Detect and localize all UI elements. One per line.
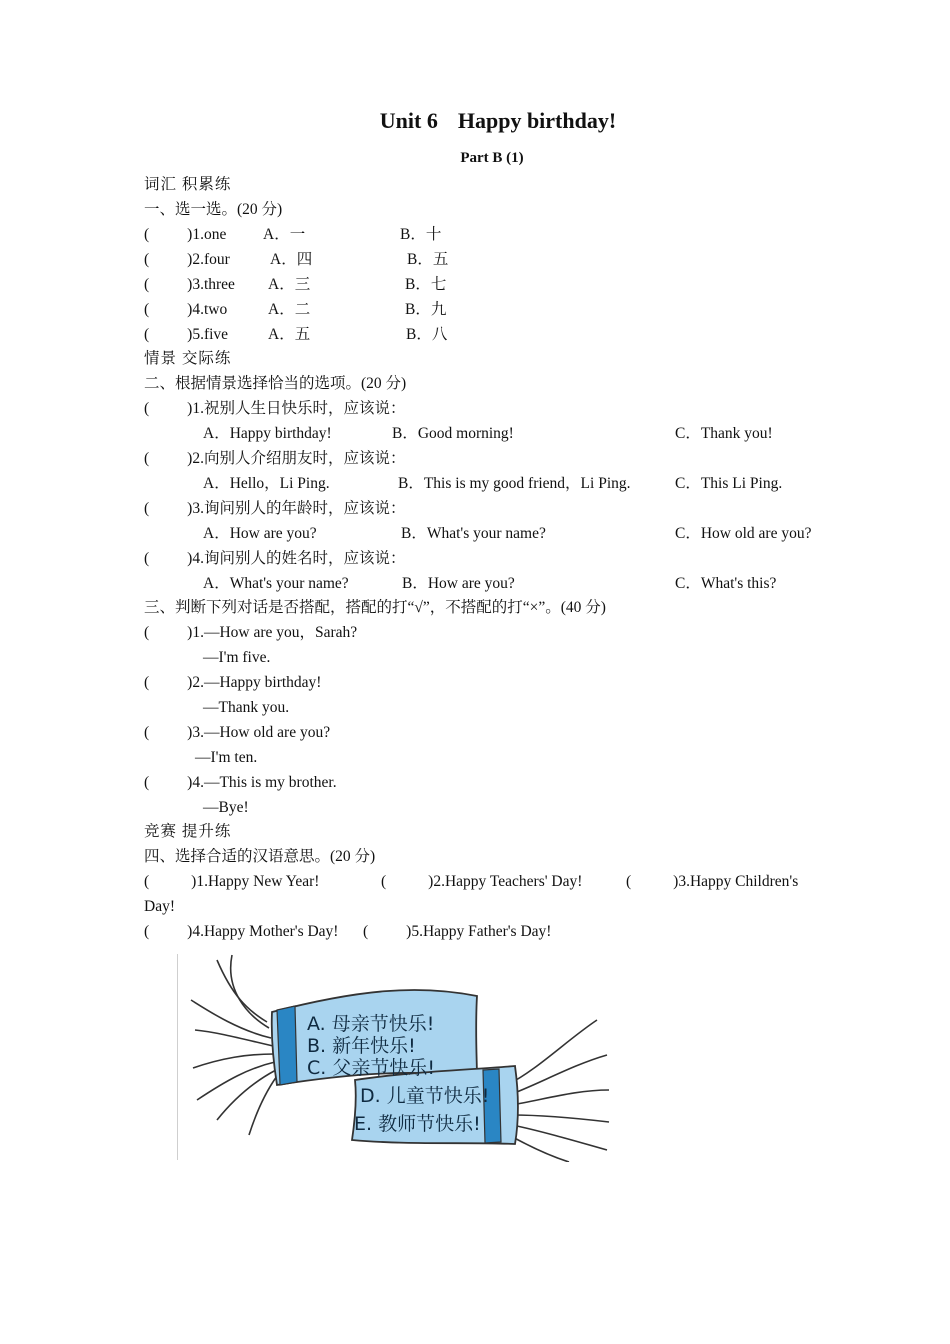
s4-item-3: ( )3.Happy Children's [626, 873, 799, 890]
scarf-label-e: E. 教师节快乐! [354, 1113, 481, 1135]
section-3-heading: 三、判断下列对话是否搭配，搭配的打“√”，不搭配的打“×”。(40 分) [144, 599, 606, 616]
s3-item-3-reply: —I'm ten. [195, 749, 258, 766]
s2-item-3-option-c: C．How old are you? [675, 525, 812, 542]
scarf-label-a: A. 母亲节快乐! [307, 1013, 435, 1035]
scarf-upper-stripe [277, 1006, 297, 1085]
s2-item-1-option-a: A．Happy birthday! [203, 425, 332, 442]
s1-item-3: ( )3.three [144, 276, 235, 293]
scarf-illustration [177, 950, 613, 1162]
s2-item-2-option-c: C．This Li Ping. [675, 475, 783, 492]
s2-item-3: ( )3.询问别人的年龄时，应该说： [144, 500, 406, 517]
page-subtitle: Part B (1) [460, 150, 524, 166]
s4-item-2: ( )2.Happy Teachers' Day! [381, 873, 583, 890]
s3-item-4: ( )4.—This is my brother. [144, 774, 337, 791]
s2-item-1-option-b: B．Good morning! [392, 425, 514, 442]
scarf-label-b: B. 新年快乐! [307, 1035, 416, 1057]
s1-item-1-option-a: A．一 [263, 226, 306, 243]
s3-item-4-reply: —Bye! [203, 799, 249, 816]
s2-item-3-option-a: A．How are you? [203, 525, 317, 542]
s1-item-1: ( )1.one [144, 226, 227, 243]
unit-name: Happy birthday! [457, 108, 617, 133]
section-2-heading: 二、根据情景选择恰当的选项。(20 分) [144, 375, 407, 392]
s2-item-2-option-a: A．Hello，Li Ping. [203, 475, 330, 492]
section-1-heading: 一、选一选。(20 分) [144, 201, 283, 218]
s1-item-2: ( )2.four [144, 251, 230, 268]
s1-item-4: ( )4.two [144, 301, 228, 318]
s1-item-4-option-a: A．二 [268, 301, 311, 318]
unit-label: Unit 6 [379, 108, 438, 133]
s1-item-5-option-a: A．五 [268, 326, 311, 343]
s1-item-5: ( )5.five [144, 326, 229, 343]
s2-item-4: ( )4.询问别人的姓名时，应该说： [144, 550, 406, 567]
scarf-left-fringe [191, 955, 277, 1135]
s2-item-4-option-b: B．How are you? [402, 575, 515, 592]
scarf-label-d: D. 儿童节快乐! [360, 1085, 490, 1107]
s1-item-5-option-b: B．八 [406, 326, 448, 343]
s4-item-1: ( )1.Happy New Year! [144, 873, 320, 890]
s2-item-4-option-a: A．What's your name? [203, 575, 349, 592]
section-4-heading: 四、选择合适的汉语意思。(20 分) [144, 848, 376, 865]
category-competition: 竞赛 提升练 [144, 823, 232, 840]
s1-item-3-option-a: A．三 [268, 276, 311, 293]
s2-item-2: ( )2.向别人介绍朋友时，应该说： [144, 450, 406, 467]
s4-item-5: ( )5.Happy Father's Day! [363, 923, 552, 940]
s1-item-1-option-b: B．十 [400, 226, 442, 243]
s1-item-4-option-b: B．九 [405, 301, 447, 318]
s4-item-4: ( )4.Happy Mother's Day! [144, 923, 339, 940]
category-vocab: 词汇 积累练 [144, 176, 232, 193]
s3-item-1-reply: —I'm five. [203, 649, 271, 666]
s1-item-2-option-a: A．四 [270, 251, 313, 268]
scarf-right-fringe [507, 1020, 609, 1162]
s4-item-3-continued: Day! [144, 898, 175, 915]
s1-item-3-option-b: B．七 [405, 276, 447, 293]
s2-item-1: ( )1.祝别人生日快乐时，应该说： [144, 400, 406, 417]
s2-item-1-option-c: C．Thank you! [675, 425, 773, 442]
s3-item-3: ( )3.—How old are you? [144, 724, 331, 741]
page-title [0, 108, 950, 134]
category-communication: 情景 交际练 [144, 350, 232, 367]
s2-item-2-option-b: B．This is my good friend，Li Ping. [398, 475, 631, 492]
s1-item-2-option-b: B．五 [407, 251, 449, 268]
s2-item-4-option-c: C．What's this? [675, 575, 777, 592]
s2-item-3-option-b: B．What's your name? [401, 525, 546, 542]
s3-item-1: ( )1.—How are you，Sarah? [144, 624, 358, 641]
scarf-label-c: C. 父亲节快乐! [307, 1057, 435, 1079]
s3-item-2: ( )2.—Happy birthday! [144, 674, 322, 691]
s3-item-2-reply: —Thank you. [203, 699, 290, 716]
